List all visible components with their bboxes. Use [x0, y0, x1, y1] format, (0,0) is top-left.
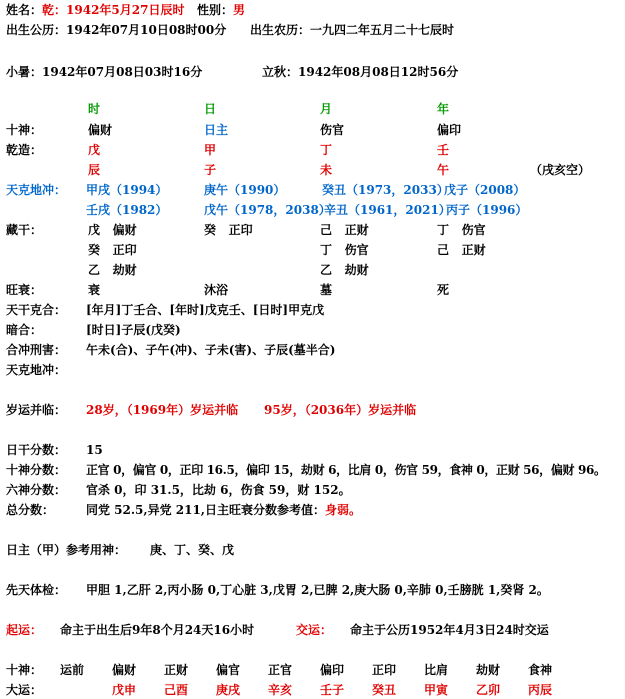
- pillar-header-hour: 时: [88, 102, 101, 116]
- qiyun-label: 起运：: [6, 623, 43, 637]
- dayun-shishen-4: 正官: [268, 663, 293, 677]
- anhe-value: [时日]子辰(戊癸): [86, 323, 181, 337]
- tkdc-day-2: 戊午（1978，2038）: [204, 203, 331, 217]
- stem-hour: 戊: [88, 143, 101, 157]
- solar-birth-row: [6, 22, 226, 38]
- name-value: 乾：1942年5月27日辰时: [42, 3, 185, 17]
- canggan-month-2: 丁 伤官: [320, 243, 369, 257]
- gender-value: 男: [233, 3, 246, 17]
- tkdc-hour-2: 壬戌（1982）: [86, 203, 168, 217]
- dayun-shishen-2: 正财: [164, 663, 189, 677]
- tiangan-value: [年月]丁壬合、[年时]戊克壬、[日时]甲克戊: [86, 303, 325, 317]
- dayun-shishen-8: 劫财: [476, 663, 501, 677]
- dayun-ganzhi-9: 丙辰: [528, 683, 553, 697]
- tiangan-label: 天干克合：: [6, 303, 67, 317]
- stem-month: 丁: [320, 143, 333, 157]
- dayun-shishen-3: 偏官: [216, 663, 241, 677]
- dayun-ganzhi-8: 乙卯: [476, 683, 501, 697]
- tkdc-month-2: 辛丑（1961，2021）: [324, 203, 451, 217]
- dayun-shishen-9: 食神: [528, 663, 553, 677]
- dayun-ganzhi-4: 辛亥: [268, 683, 293, 697]
- canggan-hour-1: 戊 偏财: [88, 223, 137, 237]
- hechong-label: 合冲刑害：: [6, 343, 67, 357]
- tkdc-year-1: 戊子（2008）: [444, 183, 526, 197]
- dayun-label: 大运：: [6, 683, 43, 697]
- yongshen-value: 庚、丁、癸、戊: [150, 543, 235, 557]
- hechong-value: 午未(合)、子午(冲)、子未(害)、子辰(墓半合): [86, 343, 336, 357]
- canggan-year-1: 丁 伤官: [437, 223, 486, 237]
- total-score-row: [86, 502, 361, 518]
- shishen-year: 偏印: [437, 123, 462, 137]
- kongwang: （戌亥空）: [530, 163, 591, 177]
- jiaoyun-value: 命主于公历1952年4月3日24时交运: [350, 623, 549, 637]
- shishen-day: 日主: [204, 123, 229, 137]
- pillar-header-day: 日: [204, 102, 217, 116]
- lunar-label: 出生农历：: [250, 23, 311, 37]
- tkdc-day-1: 庚午（1990）: [204, 183, 286, 197]
- xiaoshu-term: 小暑：1942年07月08日03时16分: [6, 65, 203, 79]
- tkdc-hour-1: 甲戌（1994）: [86, 183, 168, 197]
- rigan-score-label: 日干分数：: [6, 443, 67, 457]
- canggan-month-1: 己 正财: [320, 223, 369, 237]
- total-score-label: 总分数：: [6, 503, 55, 517]
- wangshuai-month: 墓: [320, 283, 333, 297]
- qianzao-label: 乾造：: [6, 143, 43, 157]
- pillar-header-month: 月: [320, 102, 333, 116]
- lunar-birth-row: [250, 22, 454, 38]
- liushen-score-value: 官杀 0，印 31.5，比劫 6，伤食 59，财 152。: [86, 483, 351, 497]
- rigan-score-value: 15: [86, 443, 103, 457]
- qiyun-value: 命主于出生后9年8个月24天16小时: [60, 623, 255, 637]
- total-verdict: 身弱。: [325, 503, 362, 517]
- yongshen-label: 日主（甲）参考用神：: [6, 543, 127, 557]
- solar-value: 1942年07月10日08时00分: [66, 23, 227, 37]
- branch-month: 未: [320, 163, 333, 177]
- liqiu-term: 立秋：1942年08月08日12时56分: [262, 65, 459, 79]
- shishen-hour: 偏财: [88, 123, 113, 137]
- canggan-hour-2: 癸 正印: [88, 243, 137, 257]
- dayun-ganzhi-1: 戊申: [112, 683, 137, 697]
- wangshuai-hour: 衰: [88, 283, 101, 297]
- dayun-shishen-5: 偏印: [320, 663, 345, 677]
- tkdc-year-2: 丙子（1996）: [446, 203, 528, 217]
- stem-year: 壬: [437, 143, 450, 157]
- pillar-header-year: 年: [437, 102, 450, 116]
- canggan-day-1: 癸 正印: [204, 223, 253, 237]
- dayun-ganzhi-2: 己酉: [164, 683, 189, 697]
- canggan-label: 藏干：: [6, 223, 43, 237]
- suiyun-item-1: 28岁，（1969年）岁运并临: [86, 403, 239, 417]
- shishen-month: 伤官: [320, 123, 345, 137]
- shishen-score-value: 正官 0，偏官 0，正印 16.5，偏印 15，劫财 6，比肩 0，伤官 59，食神 0，正财 56，偏财 96。: [86, 463, 606, 477]
- dayun-shishen-6: 正印: [372, 663, 397, 677]
- total-score-value: 同党 52.5,异党 211,日主旺衰分数参考值：: [86, 503, 325, 517]
- dayun-ganzhi-3: 庚戌: [216, 683, 241, 697]
- wangshuai-year: 死: [437, 283, 450, 297]
- tijian-value: 甲胆 1,乙肝 2,丙小肠 0,丁心脏 3,戊胃 2,已脾 2,庚大肠 0,辛肺 0,壬膀胱 1,癸肾 2。: [86, 583, 549, 597]
- branch-day: 子: [204, 163, 217, 177]
- stem-day: 甲: [204, 143, 217, 157]
- wangshuai-label: 旺衰：: [6, 283, 43, 297]
- gender-label: 性别：: [197, 3, 234, 17]
- shishen-score-label: 十神分数：: [6, 463, 67, 477]
- jiaoyun-label: 交运：: [296, 623, 333, 637]
- shishen-label: 十神：: [6, 123, 43, 137]
- dayun-shishen-label: 十神：: [6, 663, 43, 677]
- tkdc-label: 天克地冲：: [6, 183, 67, 197]
- suiyun-label: 岁运并临：: [6, 403, 67, 417]
- dayun-shishen-1: 偏财: [112, 663, 137, 677]
- anhe-label: 暗合：: [6, 323, 43, 337]
- canggan-hour-3: 乙 劫财: [88, 263, 137, 277]
- dayun-ganzhi-6: 癸丑: [372, 683, 397, 697]
- dayun-qianyun: 运前: [60, 663, 85, 677]
- wangshuai-day: 沐浴: [204, 283, 229, 297]
- tkdc-relation-label: 天克地冲：: [6, 363, 67, 377]
- dayun-ganzhi-5: 壬子: [320, 683, 345, 697]
- solar-label: 出生公历：: [6, 23, 67, 37]
- canggan-month-3: 乙 劫财: [320, 263, 369, 277]
- suiyun-item-2: 95岁，（2036年）岁运并临: [264, 403, 417, 417]
- tijian-label: 先天体检：: [6, 583, 67, 597]
- dayun-ganzhi-7: 甲寅: [424, 683, 449, 697]
- tkdc-month-1: 癸丑（1973，2033）: [322, 183, 449, 197]
- dayun-shishen-7: 比肩: [424, 663, 449, 677]
- name-label: 姓名：: [6, 3, 43, 17]
- name-row: [6, 2, 245, 18]
- liushen-score-label: 六神分数：: [6, 483, 67, 497]
- branch-year: 午: [437, 163, 450, 177]
- branch-hour: 辰: [88, 163, 101, 177]
- lunar-value: 一九四二年五月二十七辰时: [310, 23, 455, 37]
- canggan-year-2: 己 正财: [437, 243, 486, 257]
